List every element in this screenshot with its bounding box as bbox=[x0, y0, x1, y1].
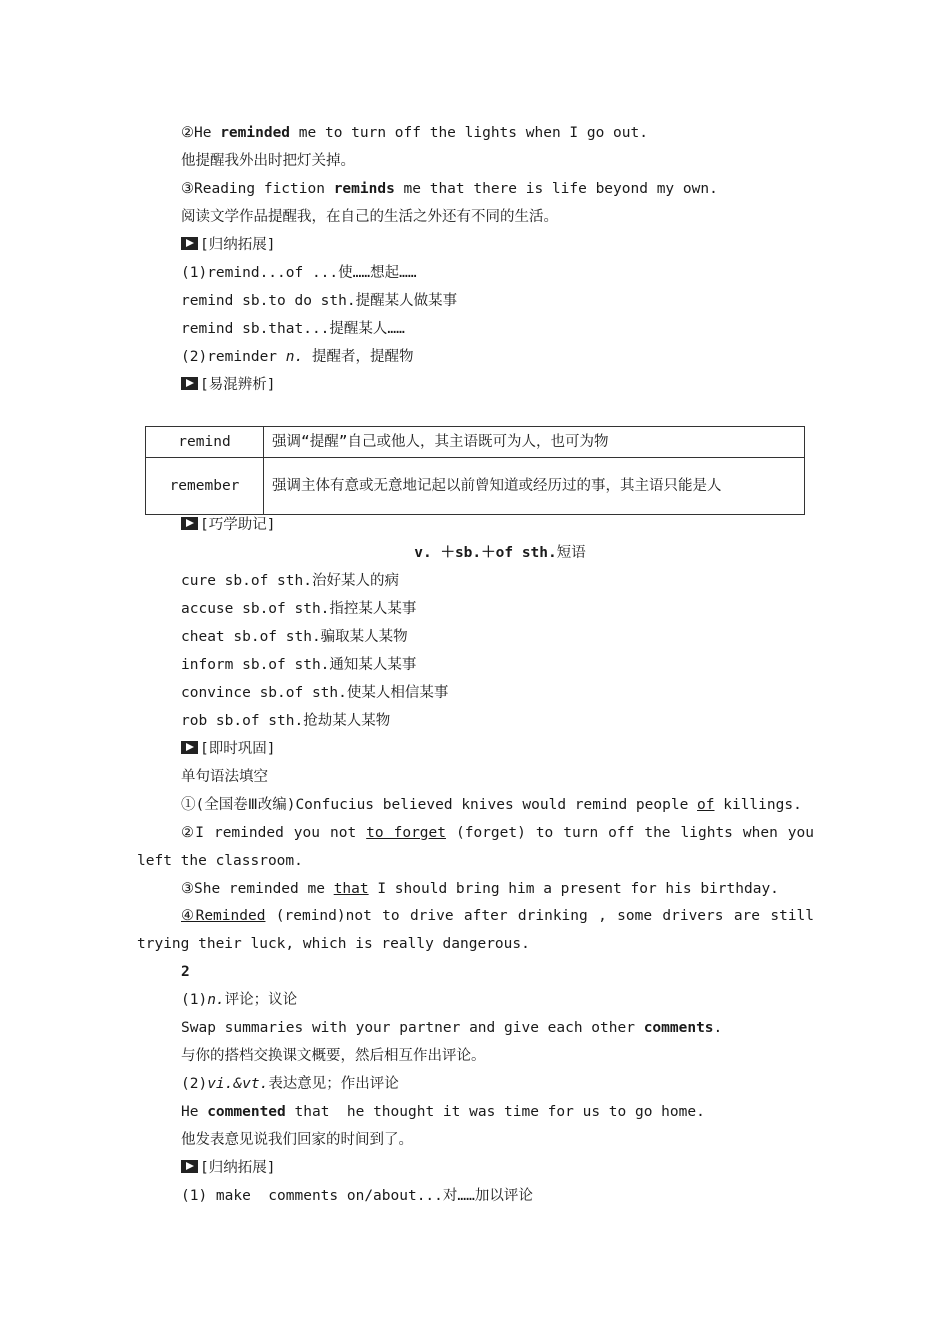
question-text: ③She reminded me bbox=[181, 881, 334, 897]
memory-item: inform sb.of sth.通知某人某事 bbox=[181, 657, 417, 673]
sentence-text: ③Reading fiction bbox=[181, 181, 334, 197]
tag-label: [归纳拓展] bbox=[200, 1160, 276, 1176]
keyword: reminds bbox=[333, 181, 395, 197]
question-text: killings. bbox=[714, 797, 802, 813]
memory-item: convince sb.of sth.使某人相信某事 bbox=[181, 685, 449, 701]
sentence-text: Swap summaries with your partner and give each other bbox=[181, 1020, 644, 1036]
translation: 他发表意见说我们回家的时间到了。 bbox=[181, 1132, 413, 1148]
memory-item: cure sb.of sth.治好某人的病 bbox=[181, 573, 399, 589]
memory-item: cheat sb.of sth.骗取某人某物 bbox=[181, 629, 408, 645]
part-of-speech: vi.&vt. bbox=[207, 1076, 269, 1092]
table-cell-word: remember bbox=[146, 458, 264, 515]
answer-blank: of bbox=[697, 797, 715, 813]
memory-item: rob sb.of sth.抢劫某人某物 bbox=[181, 713, 391, 729]
sentence-text: . bbox=[713, 1020, 723, 1036]
exercise-item bbox=[137, 902, 814, 958]
answer-blank: ④Reminded bbox=[181, 908, 266, 924]
expand-item: remind sb.that...提醒某人…… bbox=[181, 321, 405, 337]
play-icon bbox=[181, 237, 198, 250]
keyword: comments bbox=[643, 1020, 714, 1036]
example-sentence bbox=[181, 1018, 722, 1038]
definition-index: (1) bbox=[181, 992, 208, 1008]
question-text: ②I reminded you not bbox=[181, 825, 367, 841]
part-of-speech: n. bbox=[285, 349, 304, 365]
answer-blank: to forget bbox=[366, 825, 446, 841]
sentence-text: ②He bbox=[181, 125, 221, 141]
example-sentence bbox=[181, 1102, 705, 1122]
tag-label: [巧学助记] bbox=[200, 517, 276, 533]
exercise-item bbox=[181, 795, 802, 815]
tag-label: [易混辨析] bbox=[200, 377, 276, 393]
question-text: (remind)not to drive after drinking , some drivers are still trying their luck, which is really dangerous. bbox=[137, 908, 815, 952]
play-icon bbox=[181, 377, 198, 390]
table-cell-desc: 强调“提醒”自己或他人，其主语既可为人，也可为物 bbox=[264, 427, 805, 458]
section-tag-induce bbox=[181, 235, 275, 255]
memory-heading bbox=[0, 543, 950, 563]
question-text: (forget) to turn off the lights when you left the classroom. bbox=[137, 825, 814, 869]
expand-text: (2)reminder bbox=[181, 349, 286, 365]
exercise-title: 单句语法填空 bbox=[181, 769, 268, 785]
memory-item: accuse sb.of sth.指控某人某事 bbox=[181, 601, 417, 617]
table-row bbox=[146, 427, 805, 458]
definition-text: 表达意见；作出评论 bbox=[268, 1076, 399, 1092]
translation: 与你的搭档交换课文概要，然后相互作出评论。 bbox=[181, 1048, 486, 1064]
section-tag-induce bbox=[181, 1158, 275, 1178]
keyword: reminded bbox=[220, 125, 291, 141]
tag-label: [归纳拓展] bbox=[200, 237, 276, 253]
sentence-text: He bbox=[181, 1104, 208, 1120]
part-of-speech: n. bbox=[207, 992, 225, 1008]
play-icon bbox=[181, 1160, 198, 1173]
section-tag-practice bbox=[181, 739, 275, 759]
keyword: commented bbox=[207, 1104, 286, 1120]
table-cell-word: remind bbox=[146, 427, 264, 458]
translation: 阅读文学作品提醒我，在自己的生活之外还有不同的生活。 bbox=[181, 209, 558, 225]
sentence-text: that he thought it was time for us to go home. bbox=[285, 1104, 705, 1120]
example-sentence bbox=[181, 179, 718, 199]
definition-text: 评论；议论 bbox=[224, 992, 298, 1008]
section-number: 2 bbox=[181, 964, 190, 980]
sentence-text: me that there is life beyond my own. bbox=[394, 181, 718, 197]
play-icon bbox=[181, 517, 198, 530]
expand-item: remind sb.to do sth.提醒某人做某事 bbox=[181, 293, 458, 309]
exercise-item bbox=[181, 879, 779, 899]
table-row bbox=[146, 458, 805, 515]
translation: 他提醒我外出时把灯关掉。 bbox=[181, 153, 355, 169]
section-tag-memory bbox=[181, 515, 275, 535]
question-text: I should bring him a present for his birthday. bbox=[368, 881, 779, 897]
example-sentence bbox=[181, 123, 648, 143]
expand-item: (1) make comments on/about...对……加以评论 bbox=[181, 1188, 533, 1204]
expand-item bbox=[181, 347, 413, 367]
exercise-item bbox=[137, 819, 814, 875]
memory-pattern: v. ＋sb.＋of sth. bbox=[414, 545, 557, 561]
sentence-text: me to turn off the lights when I go out. bbox=[290, 125, 648, 141]
section-tag-confuse bbox=[181, 375, 275, 395]
definition-index: (2) bbox=[181, 1076, 208, 1092]
table-cell-desc: 强调主体有意或无意地记起以前曾知道或经历过的事，其主语只能是人 bbox=[264, 458, 805, 515]
expand-item: (1)remind...of ...使……想起…… bbox=[181, 265, 417, 281]
definition bbox=[181, 990, 297, 1010]
expand-text: 提醒者，提醒物 bbox=[303, 349, 414, 365]
definition bbox=[181, 1074, 399, 1094]
memory-pattern-tail: 短语 bbox=[556, 545, 586, 561]
tag-label: [即时巩固] bbox=[200, 741, 276, 757]
play-icon bbox=[181, 741, 198, 754]
comparison-table bbox=[145, 426, 805, 515]
answer-blank: that bbox=[333, 881, 369, 897]
question-text: ①(全国卷Ⅲ改编)Confucius believed knives would remind people bbox=[181, 797, 698, 813]
